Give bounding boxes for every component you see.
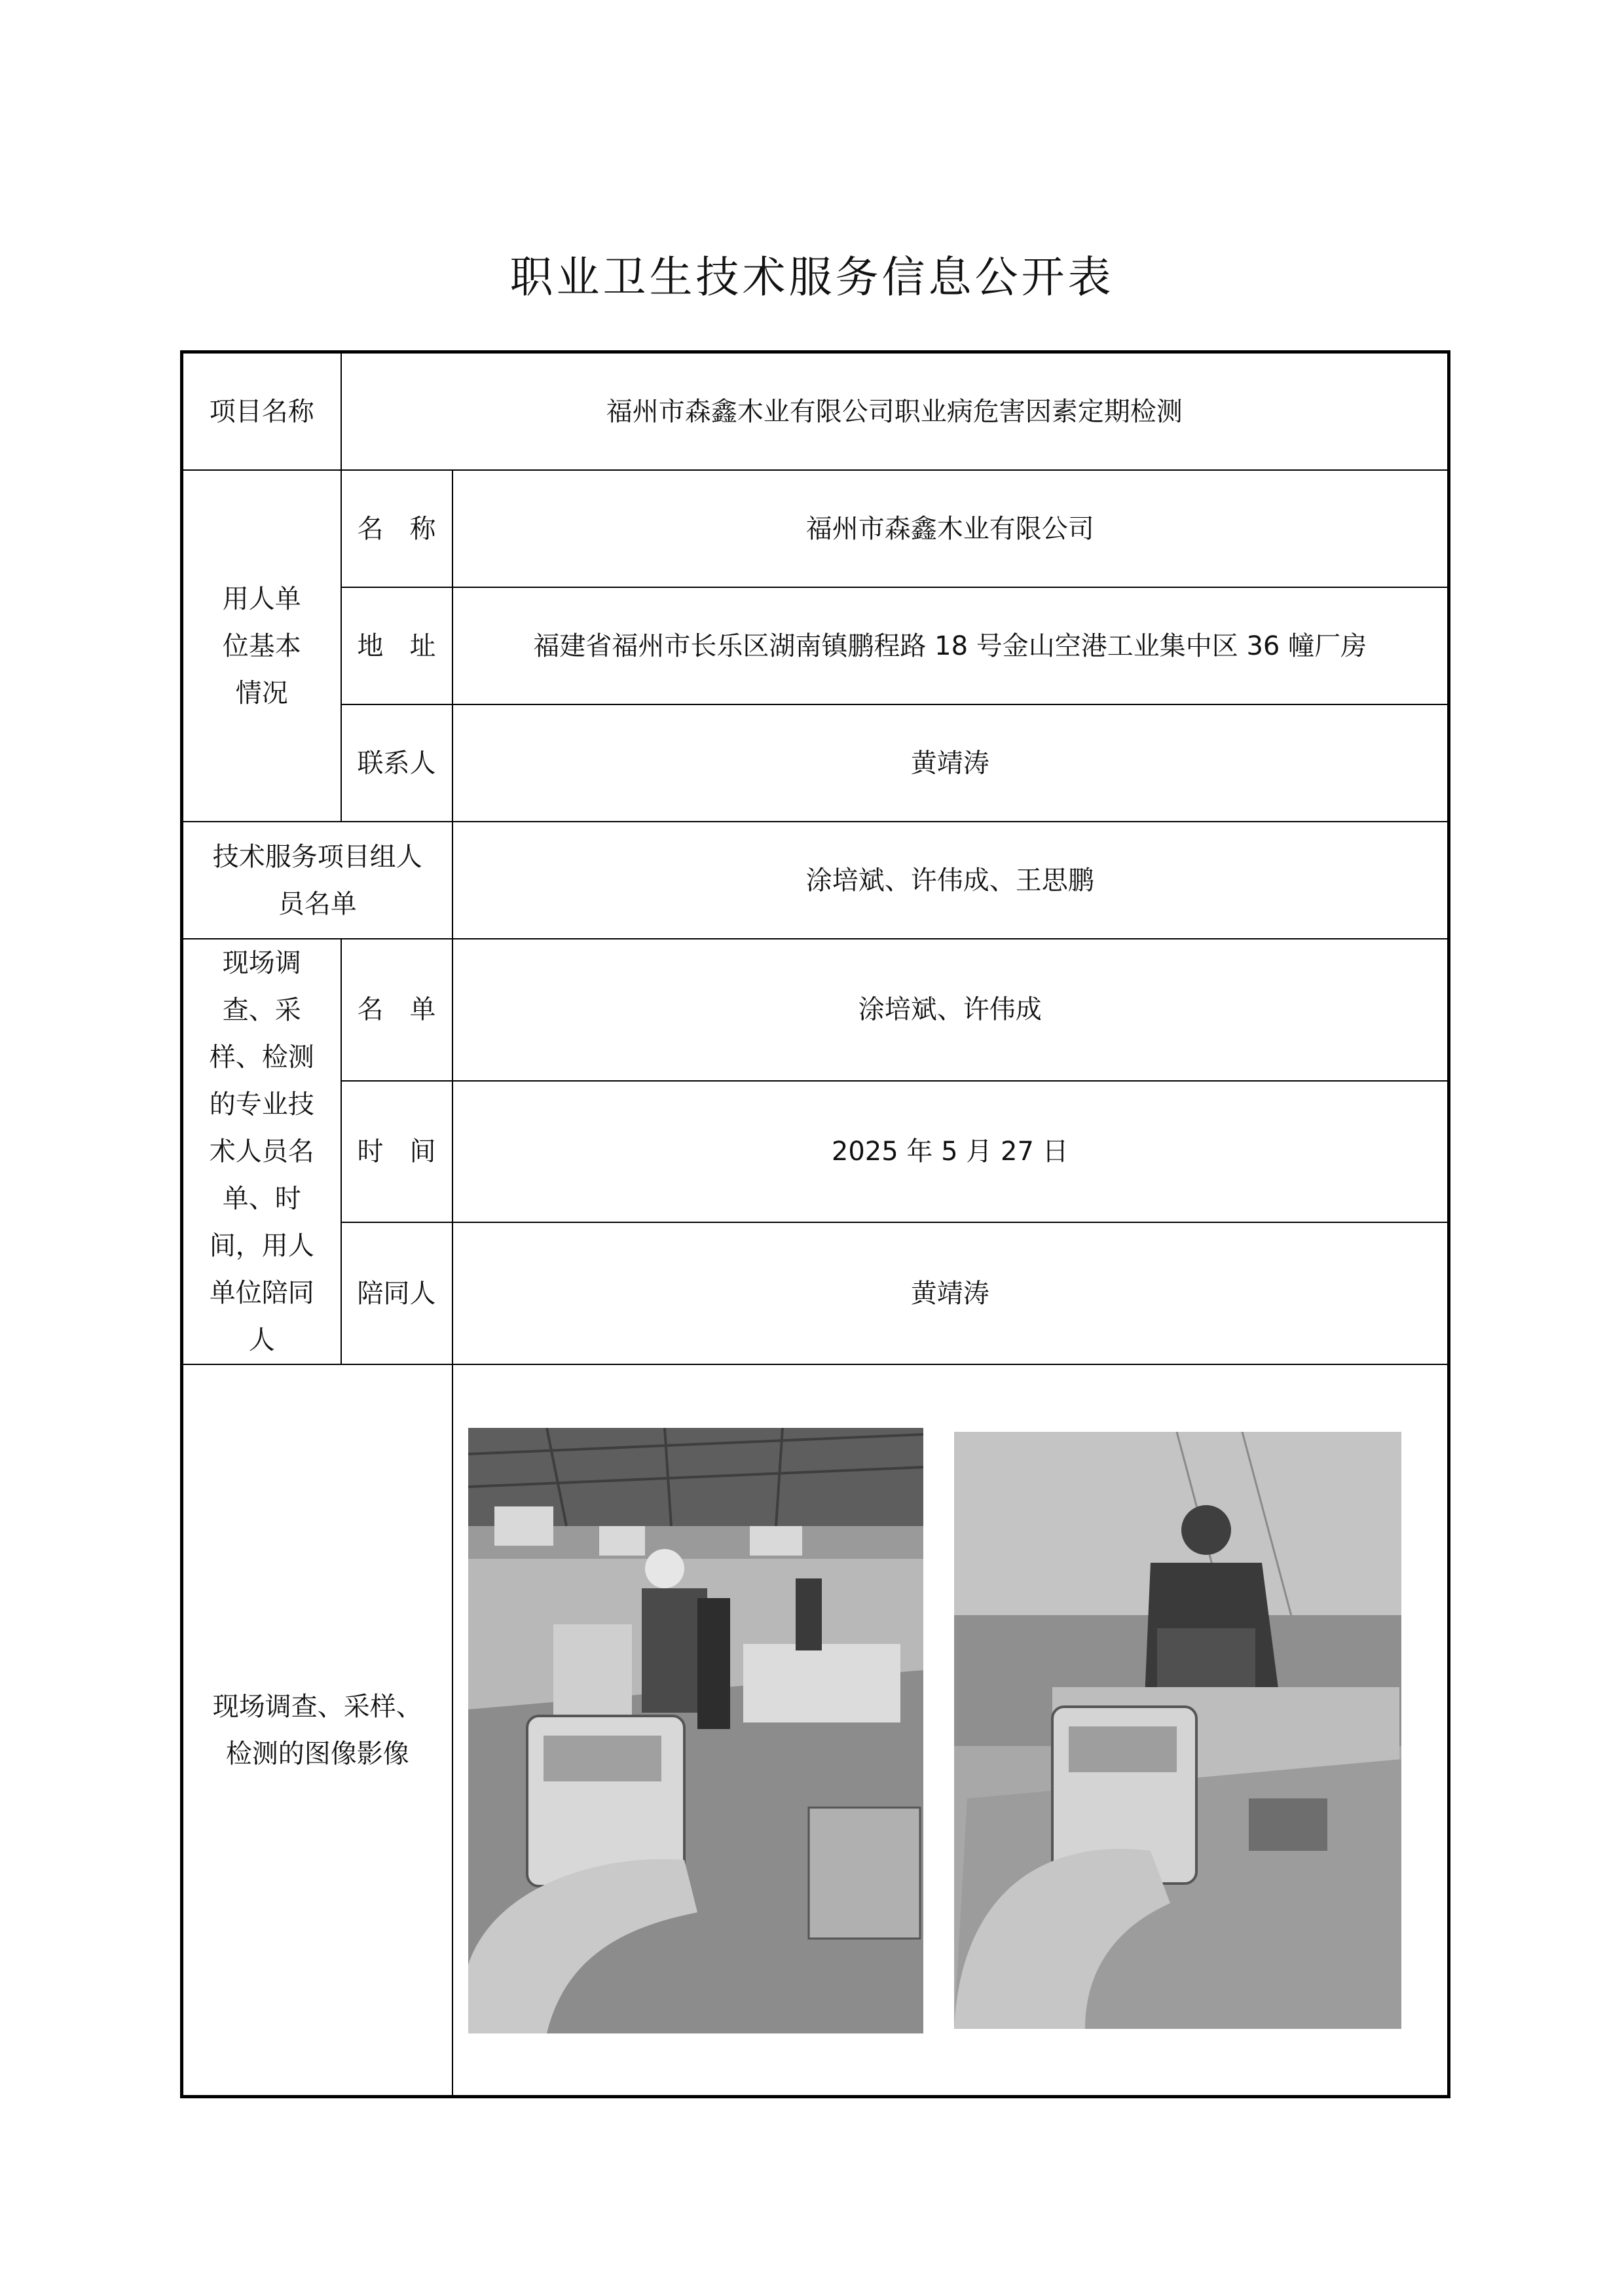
survey-escort-value: 黄靖涛 (452, 1222, 1449, 1364)
team-value: 涂培斌、许伟成、王思鹏 (452, 822, 1449, 939)
images-row (182, 1364, 1449, 2097)
page-title: 职业卫生技术服务信息公开表 (509, 252, 1115, 302)
workbench-photo (954, 1432, 1401, 2029)
employer-name-label: 名 称 (341, 470, 452, 587)
team-label: 技术服务项目组人员名单 (182, 822, 452, 939)
employer-address-label: 地 址 (341, 587, 452, 704)
employer-name-row (182, 470, 1449, 587)
project-row (182, 352, 1449, 471)
survey-label: 现场调查、采样、检测的专业技术人员名单、时间，用人单位陪同人 (182, 939, 341, 1364)
survey-names-row (182, 939, 1449, 1081)
employer-contact-row (182, 704, 1449, 822)
project-label: 项目名称 (182, 352, 341, 471)
employer-address-value: 福建省福州市长乐区湖南镇鹏程路 18 号金山空港工业集中区 36 幢厂房 (452, 587, 1449, 704)
team-row (182, 822, 1449, 939)
survey-names-label: 名 单 (341, 939, 452, 1081)
info-table (180, 350, 1450, 2098)
employer-label: 用人单位基本情况 (182, 470, 341, 822)
survey-time-value: 2025 年 5 月 27 日 (452, 1081, 1449, 1223)
survey-time-row (182, 1081, 1449, 1223)
employer-contact-value: 黄靖涛 (452, 704, 1449, 822)
employer-name-value: 福州市森鑫木业有限公司 (452, 470, 1449, 587)
images-cell (452, 1364, 1449, 2097)
survey-escort-row (182, 1222, 1449, 1364)
survey-time-label: 时 间 (341, 1081, 452, 1223)
factory-floor-photo (468, 1428, 923, 2033)
employer-address-row (182, 587, 1449, 704)
survey-escort-label: 陪同人 (341, 1222, 452, 1364)
project-value: 福州市森鑫木业有限公司职业病危害因素定期检测 (341, 352, 1449, 471)
images-label: 现场调查、采样、检测的图像影像 (182, 1364, 452, 2097)
survey-names-value: 涂培斌、许伟成 (452, 939, 1449, 1081)
employer-contact-label: 联系人 (341, 704, 452, 822)
